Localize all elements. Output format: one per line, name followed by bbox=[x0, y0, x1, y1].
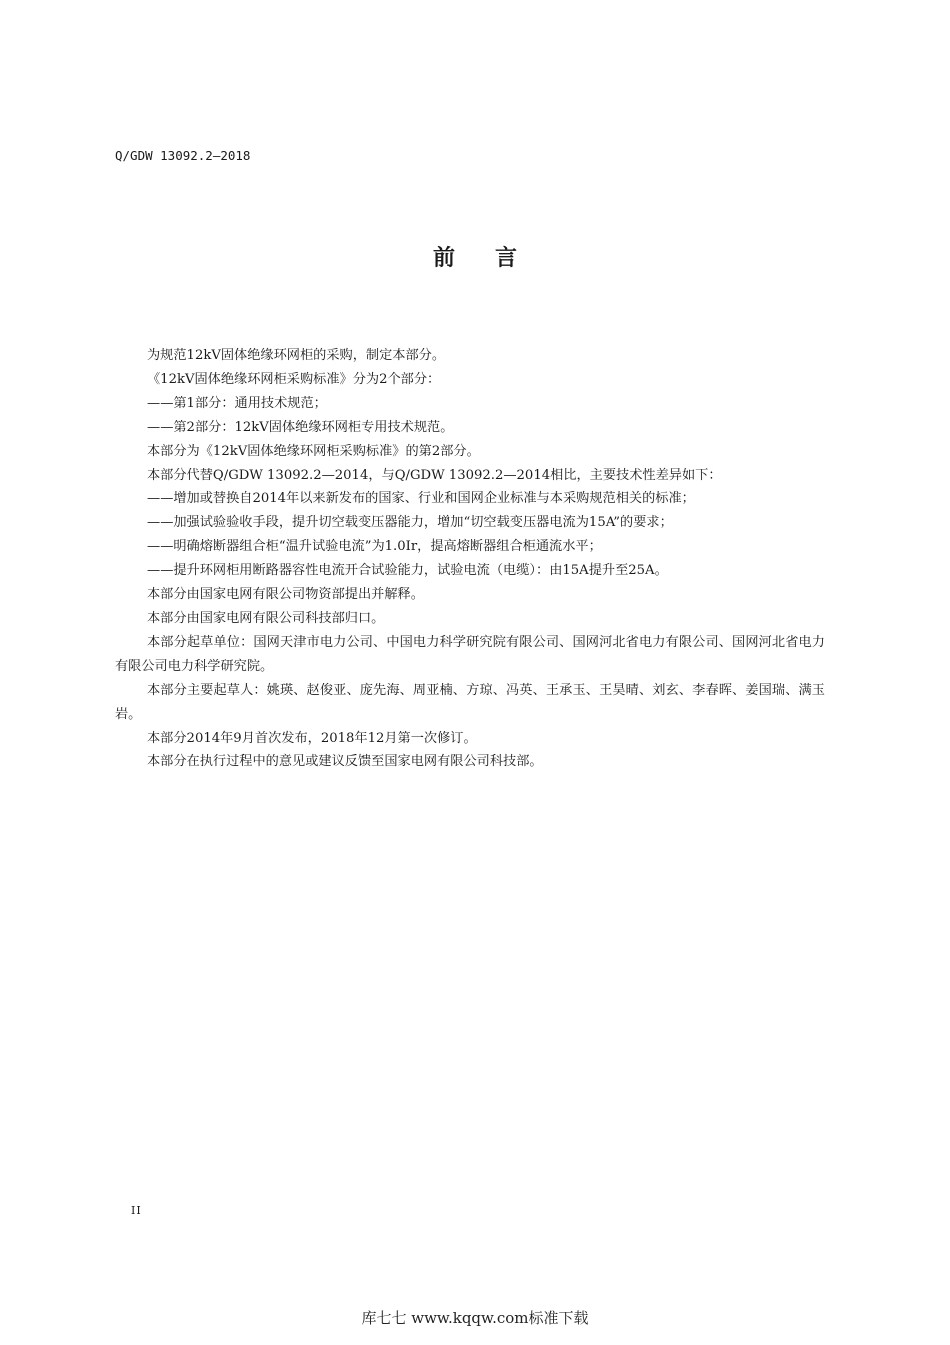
document-number: Q/GDW 13092.2—2018 bbox=[115, 148, 251, 163]
paragraph: 本部分由国家电网有限公司物资部提出并解释。 bbox=[147, 587, 424, 603]
title-char-2: 言 bbox=[495, 246, 518, 271]
paragraph: 本部分为《12kV固体绝缘环网柜采购标准》的第2部分。 bbox=[147, 443, 480, 459]
paragraph: 为规范12kV固体绝缘环网柜的采购，制定本部分。 bbox=[147, 348, 446, 363]
list-item: ——第1部分：通用技术规范； bbox=[147, 395, 327, 411]
main-drafters: 本部分主要起草人：姚瑛、赵俊亚、庞先海、周亚楠、方琼、冯英、王承玉、王昊晴、刘玄、李春晖、姜国瑞、满玉岩。 bbox=[115, 682, 825, 722]
list-item: ——增加或替换自2014年以来新发布的国家、行业和国网企业标准与本采购规范相关的标准； bbox=[147, 491, 695, 507]
list-item: ——加强试验验收手段，提升切空载变压器能力，增加“切空载变压器电流为15A”的要求； bbox=[147, 515, 673, 531]
paragraph: 本部分2014年9月首次发布，2018年12月第一次修订。 bbox=[147, 730, 477, 746]
list-item: ——明确熔断器组合柜“温升试验电流”为1.0Ir，提高熔断器组合柜通流水平； bbox=[147, 539, 602, 555]
watermark: 库七七 www.kqqw.com标准下载 bbox=[361, 1309, 589, 1327]
title-char-1: 前 bbox=[432, 246, 455, 271]
foreword-body bbox=[115, 344, 825, 774]
paragraph: 《12kV固体绝缘环网柜采购标准》分为2个部分： bbox=[147, 371, 441, 387]
paragraph: 本部分由国家电网有限公司科技部归口。 bbox=[147, 610, 385, 626]
drafting-units: 本部分起草单位：国网天津市电力公司、中国电力科学研究院有限公司、国网河北省电力有限公司、国网河北省电力有限公司电力科学研究院。 bbox=[115, 634, 825, 674]
page-number: II bbox=[131, 1204, 142, 1217]
paragraph: 本部分在执行过程中的意见或建议反馈至国家电网有限公司科技部。 bbox=[147, 754, 543, 770]
list-item: ——提升环网柜用断路器容性电流开合试验能力，试验电流（电缆）：由15A提升至25A。 bbox=[147, 563, 668, 579]
page-title bbox=[0, 241, 950, 272]
paragraph: 本部分代替Q/GDW 13092.2—2014，与Q/GDW 13092.2—2014相比，主要技术性差异如下： bbox=[147, 467, 722, 483]
list-item: ——第2部分：12kV固体绝缘环网柜专用技术规范。 bbox=[147, 419, 454, 435]
